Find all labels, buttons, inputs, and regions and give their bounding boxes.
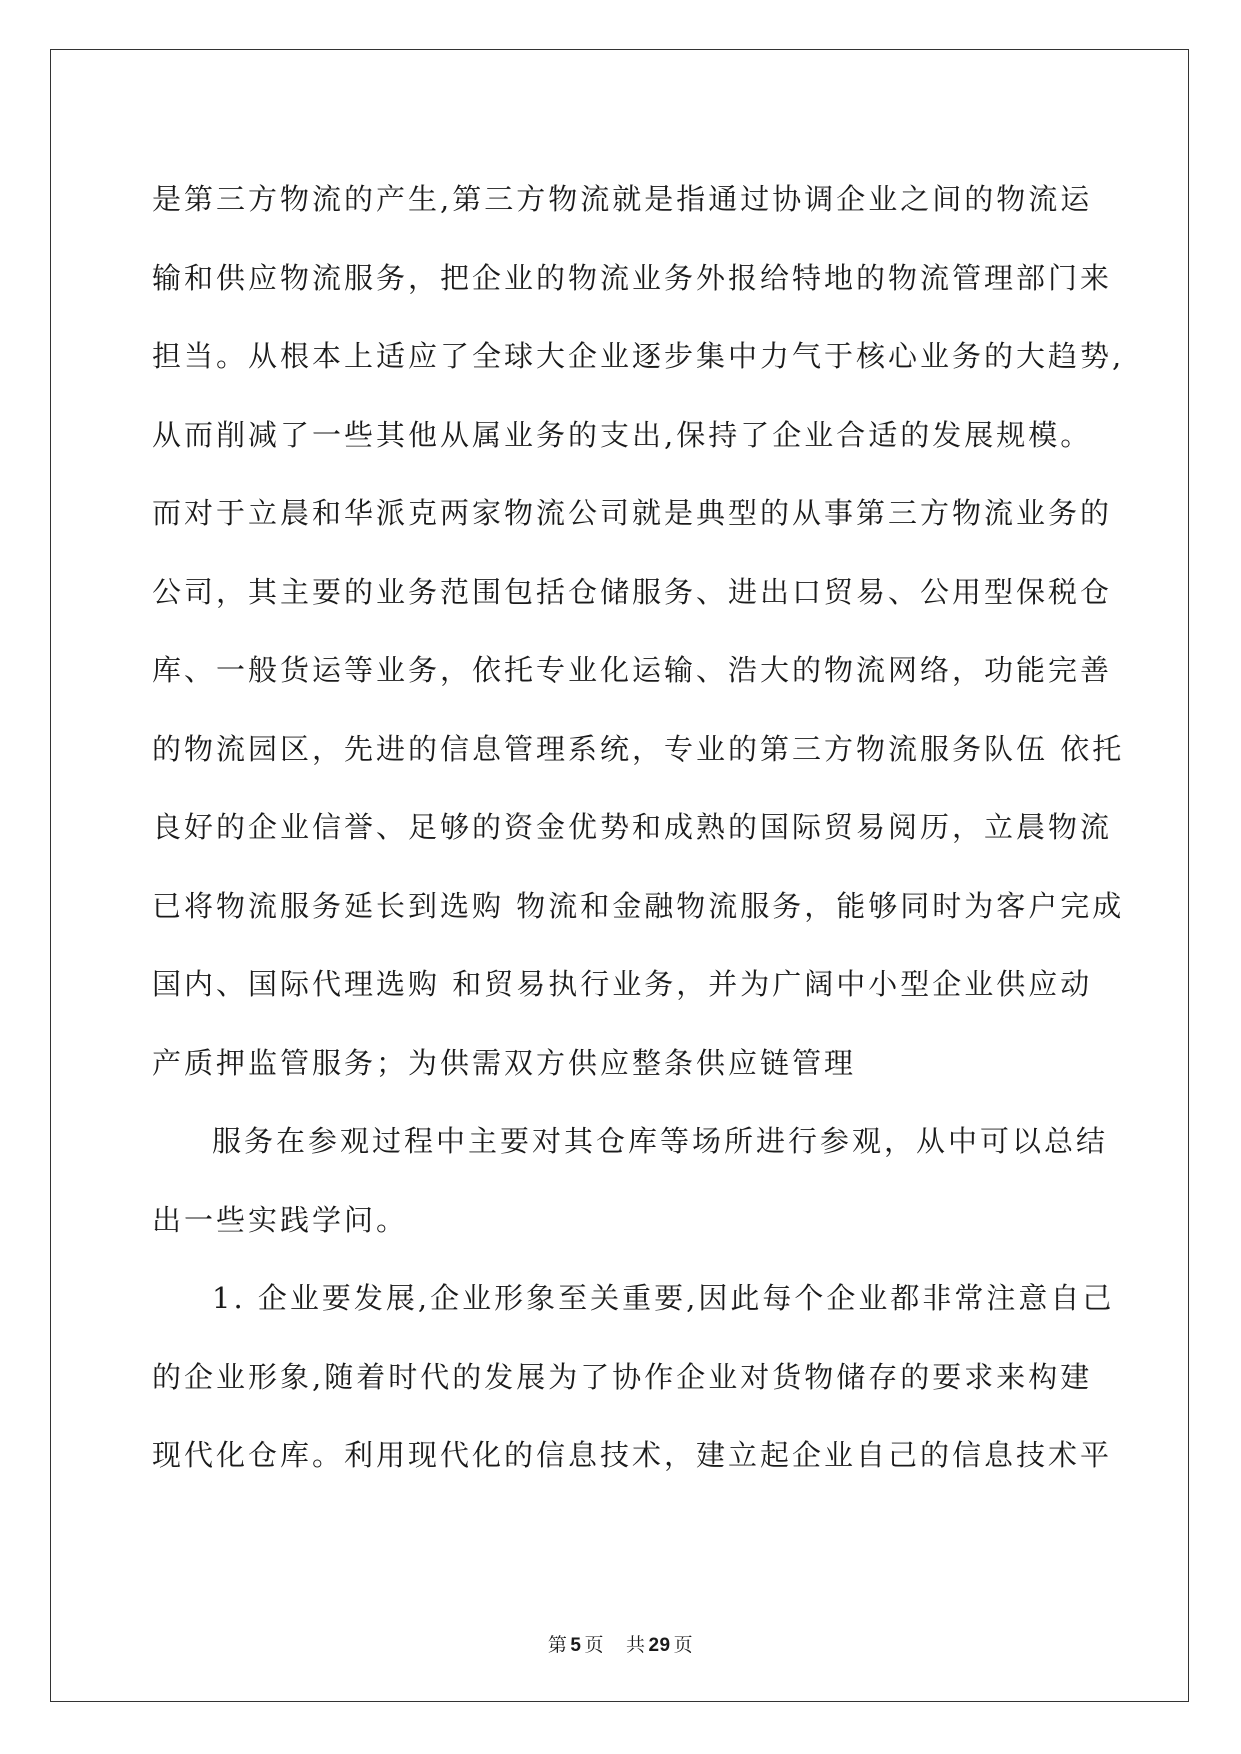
text-line: 已将物流服务延长到选购 物流和金融物流服务，能够同时为客户完成 (152, 888, 1125, 923)
paragraph-first-line: 服务在参观过程中主要对其仓库等场所进行参观，从中可以总结 (212, 1124, 1109, 1158)
text-line: 的物流园区，先进的信息管理系统，专业的第三方物流服务队伍 依托 (152, 731, 1125, 766)
text-line: 而对于立晨和华派克两家物流公司就是典型的从事第三方物流业务的 (152, 496, 1113, 530)
text-line: 是第三方物流的产生,第三方物流就是指通过协调企业之间的物流运 (152, 182, 1093, 216)
total-page-count: 29 (648, 1635, 671, 1656)
text-line: 产质押监管服务；为供需双方供应整条供应链管理 (152, 1045, 857, 1080)
text-line: 公司，其主要的业务范围包括仓储服务、进出口贸易、公用型保税仓 (152, 574, 1113, 609)
text-line: 出一些实践学问。 (152, 1202, 409, 1237)
paragraph-first-line: 1. 企业要发展,企业形象至关重要,因此每个企业都非常注意自己 (212, 1281, 1115, 1315)
page-unit: 页 (584, 1634, 604, 1656)
document-body (152, 160, 1125, 1495)
text-line: 现代化仓库。利用现代化的信息技术，建立起企业自己的信息技术平 (152, 1438, 1113, 1472)
total-unit: 页 (673, 1634, 694, 1656)
page-prefix: 第 (547, 1634, 568, 1656)
text-line: 从而削减了一些其他从属业务的支出,保持了企业合适的发展规模。 (152, 417, 1093, 452)
text-line: 库、一般货运等业务，依托专业化运输、浩大的物流网络，功能完善 (152, 653, 1113, 687)
text-line: 担当。从根本上适应了全球大企业逐步集中力气于核心业务的大趋势, (152, 339, 1125, 373)
page-footer (0, 1630, 1241, 1657)
text-line: 良好的企业信誉、足够的资金优势和成熟的国际贸易阅历，立晨物流 (152, 810, 1113, 844)
current-page-number: 5 (570, 1635, 582, 1656)
text-line: 的企业形象,随着时代的发展为了协作企业对货物储存的要求来构建 (152, 1359, 1093, 1394)
text-line: 国内、国际代理选购 和贸易执行业务，并为广阔中小型企业供应动 (152, 967, 1093, 1001)
text-line: 输和供应物流服务，把企业的物流业务外报给特地的物流管理部门来 (152, 260, 1113, 295)
total-prefix: 共 (625, 1634, 646, 1656)
